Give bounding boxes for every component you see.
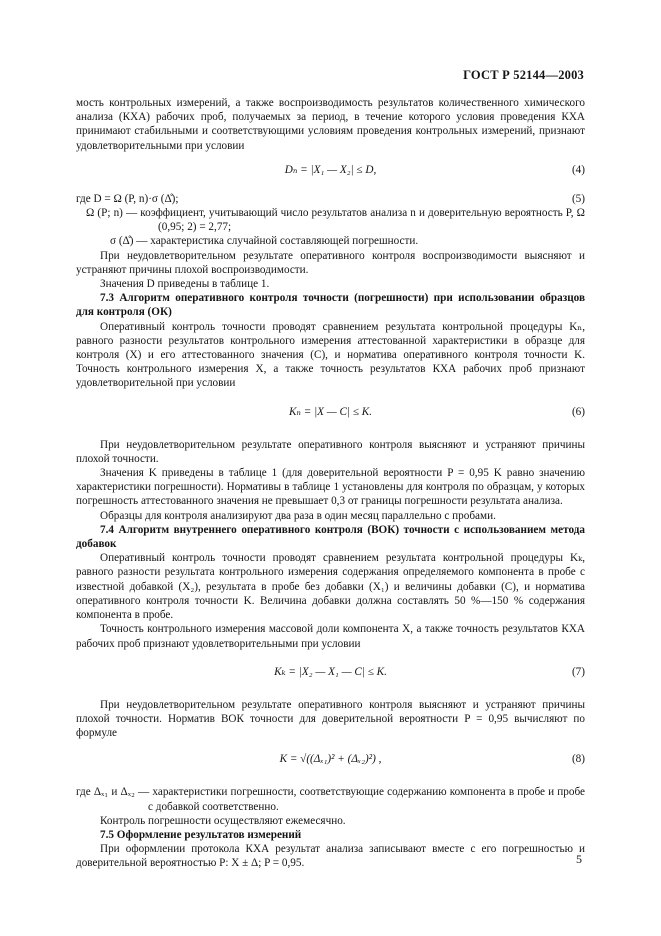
formula-expression: Kₙ = |X — C| ≤ K.: [288, 405, 373, 418]
definition-delta: где Δₓ₁ и Δₓ₂ — характеристики погрешности, соответствующие содержанию компонента в пробе и пробе с добавкой соответственно.: [76, 786, 585, 813]
formula-expression: Dₙ = |X₁ — X₂| ≤ D,: [284, 163, 377, 176]
definition-d: где D = Ω (P, n)·σ (Δ̊);: [76, 192, 179, 205]
paragraph: Точность контрольного измерения массовой доли компонента X, а также точность результатов КХА рабочих проб признают удовлетворительными при условии: [76, 623, 585, 650]
page-content: [76, 96, 585, 871]
formula-4: [76, 163, 585, 180]
paragraph: При неудовлетворительном результате оперативного контроля выясняют и устраняют причины плохой точности. Норматив ВОК точности для доверительной вероятности P = 0,95 вычисляют по формуле: [76, 698, 585, 740]
paragraph: Контроль погрешности осуществляют ежемесячно.: [100, 814, 346, 827]
paragraph: Образцы для контроля анализируют два раза в один месяц параллельно с пробами.: [100, 509, 496, 522]
formula-5: [76, 192, 585, 206]
paragraph: Значения D приведены в таблице 1.: [100, 278, 270, 291]
formula-number: (8): [571, 753, 585, 766]
formula-number: (4): [571, 163, 585, 176]
paragraph: При неудовлетворительном результате оперативного контроля выясняют и устраняют причины плохой точности.: [76, 438, 585, 465]
definition-omega: Ω (P; n) — коэффициент, учитывающий число результатов анализа n и доверительную вероятность P, Ω (0,95; 2) = 2,77;: [86, 207, 585, 234]
page-header-standard-id: ГОСТ Р 52144—2003: [463, 68, 584, 82]
formula-expression: K = √((Δₓ₁)² + (Δₓ₂)²) ,: [279, 753, 382, 766]
formula-7: [76, 665, 585, 682]
paragraph: мость контрольных измерений, а также воспроизводимость результатов количественного химического анализа (КХА) рабочих проб, получаемых за период, в течение которого условия проведения КХА принимают стабильными и соответствующими условиям проведения контрольных измерений, признают удовлетворительными при условии: [76, 97, 585, 152]
section-heading-7-5: 7.5 Оформление результатов измерений: [100, 828, 302, 841]
formula-6: [76, 405, 585, 422]
formula-number: (5): [571, 192, 585, 205]
definition-sigma: σ (Δ̊) — характеристика случайной составляющей погрешности.: [110, 235, 419, 248]
formula-number: (7): [571, 665, 585, 678]
paragraph: Оперативный контроль точности проводят сравнением результата контрольной процедуры Kₙ, равного разности результатов контрольного измерения аттестованной характеристики в образце для контроля (X) и его аттестованного значения (C), и норматива оперативного контроля точности K. Точность контрольного измерения X, а также точность результатов КХА рабочих проб признают удовлетворительной при условии: [76, 320, 585, 390]
paragraph: Оперативный контроль точности проводят сравнением результата контрольной процедуры Kₖ, равного разности результата контрольного измерения содержания определяемого компонента в пробе с известной добавкой (X₂), результата в пробе без добавки (X₁) и величины добавки (C), и норматива оперативного контроля точности K. Величина добавки должна составлять 50 %—150 % содержания компонента в пробе.: [76, 552, 585, 622]
section-heading-7-3: 7.3 Алгоритм оперативного контроля точности (погрешности) при использовании образцов для контроля (ОК): [76, 292, 585, 319]
paragraph: При неудовлетворительном результате оперативного контроля воспроизводимости выясняют и устраняют причины плохой воспроизводимости.: [76, 249, 585, 276]
paragraph: Значения K приведены в таблице 1 (для доверительной вероятности P = 0,95 K равно значению характеристики погрешности). Нормативы в таблице 1 установлены для контроля по образцам, у которых погрешность аттестованного значения не превышает 0,3 от границы погрешности результата анализа.: [76, 467, 585, 508]
paragraph: При оформлении протокола КХА результат анализа записывают вместе с его погрешностью и доверительной вероятностью P: X ± Δ; P = 0,95.: [76, 843, 585, 870]
section-heading-7-4: 7.4 Алгоритм внутреннего оперативного контроля (ВОК) точности с использованием метода добавок: [76, 523, 585, 551]
formula-number: (6): [571, 405, 585, 418]
formula-expression: Kₖ = |X₂ — X₁ — C| ≤ K.: [274, 665, 387, 678]
formula-8: [76, 752, 585, 769]
page-number: 5: [576, 852, 582, 866]
